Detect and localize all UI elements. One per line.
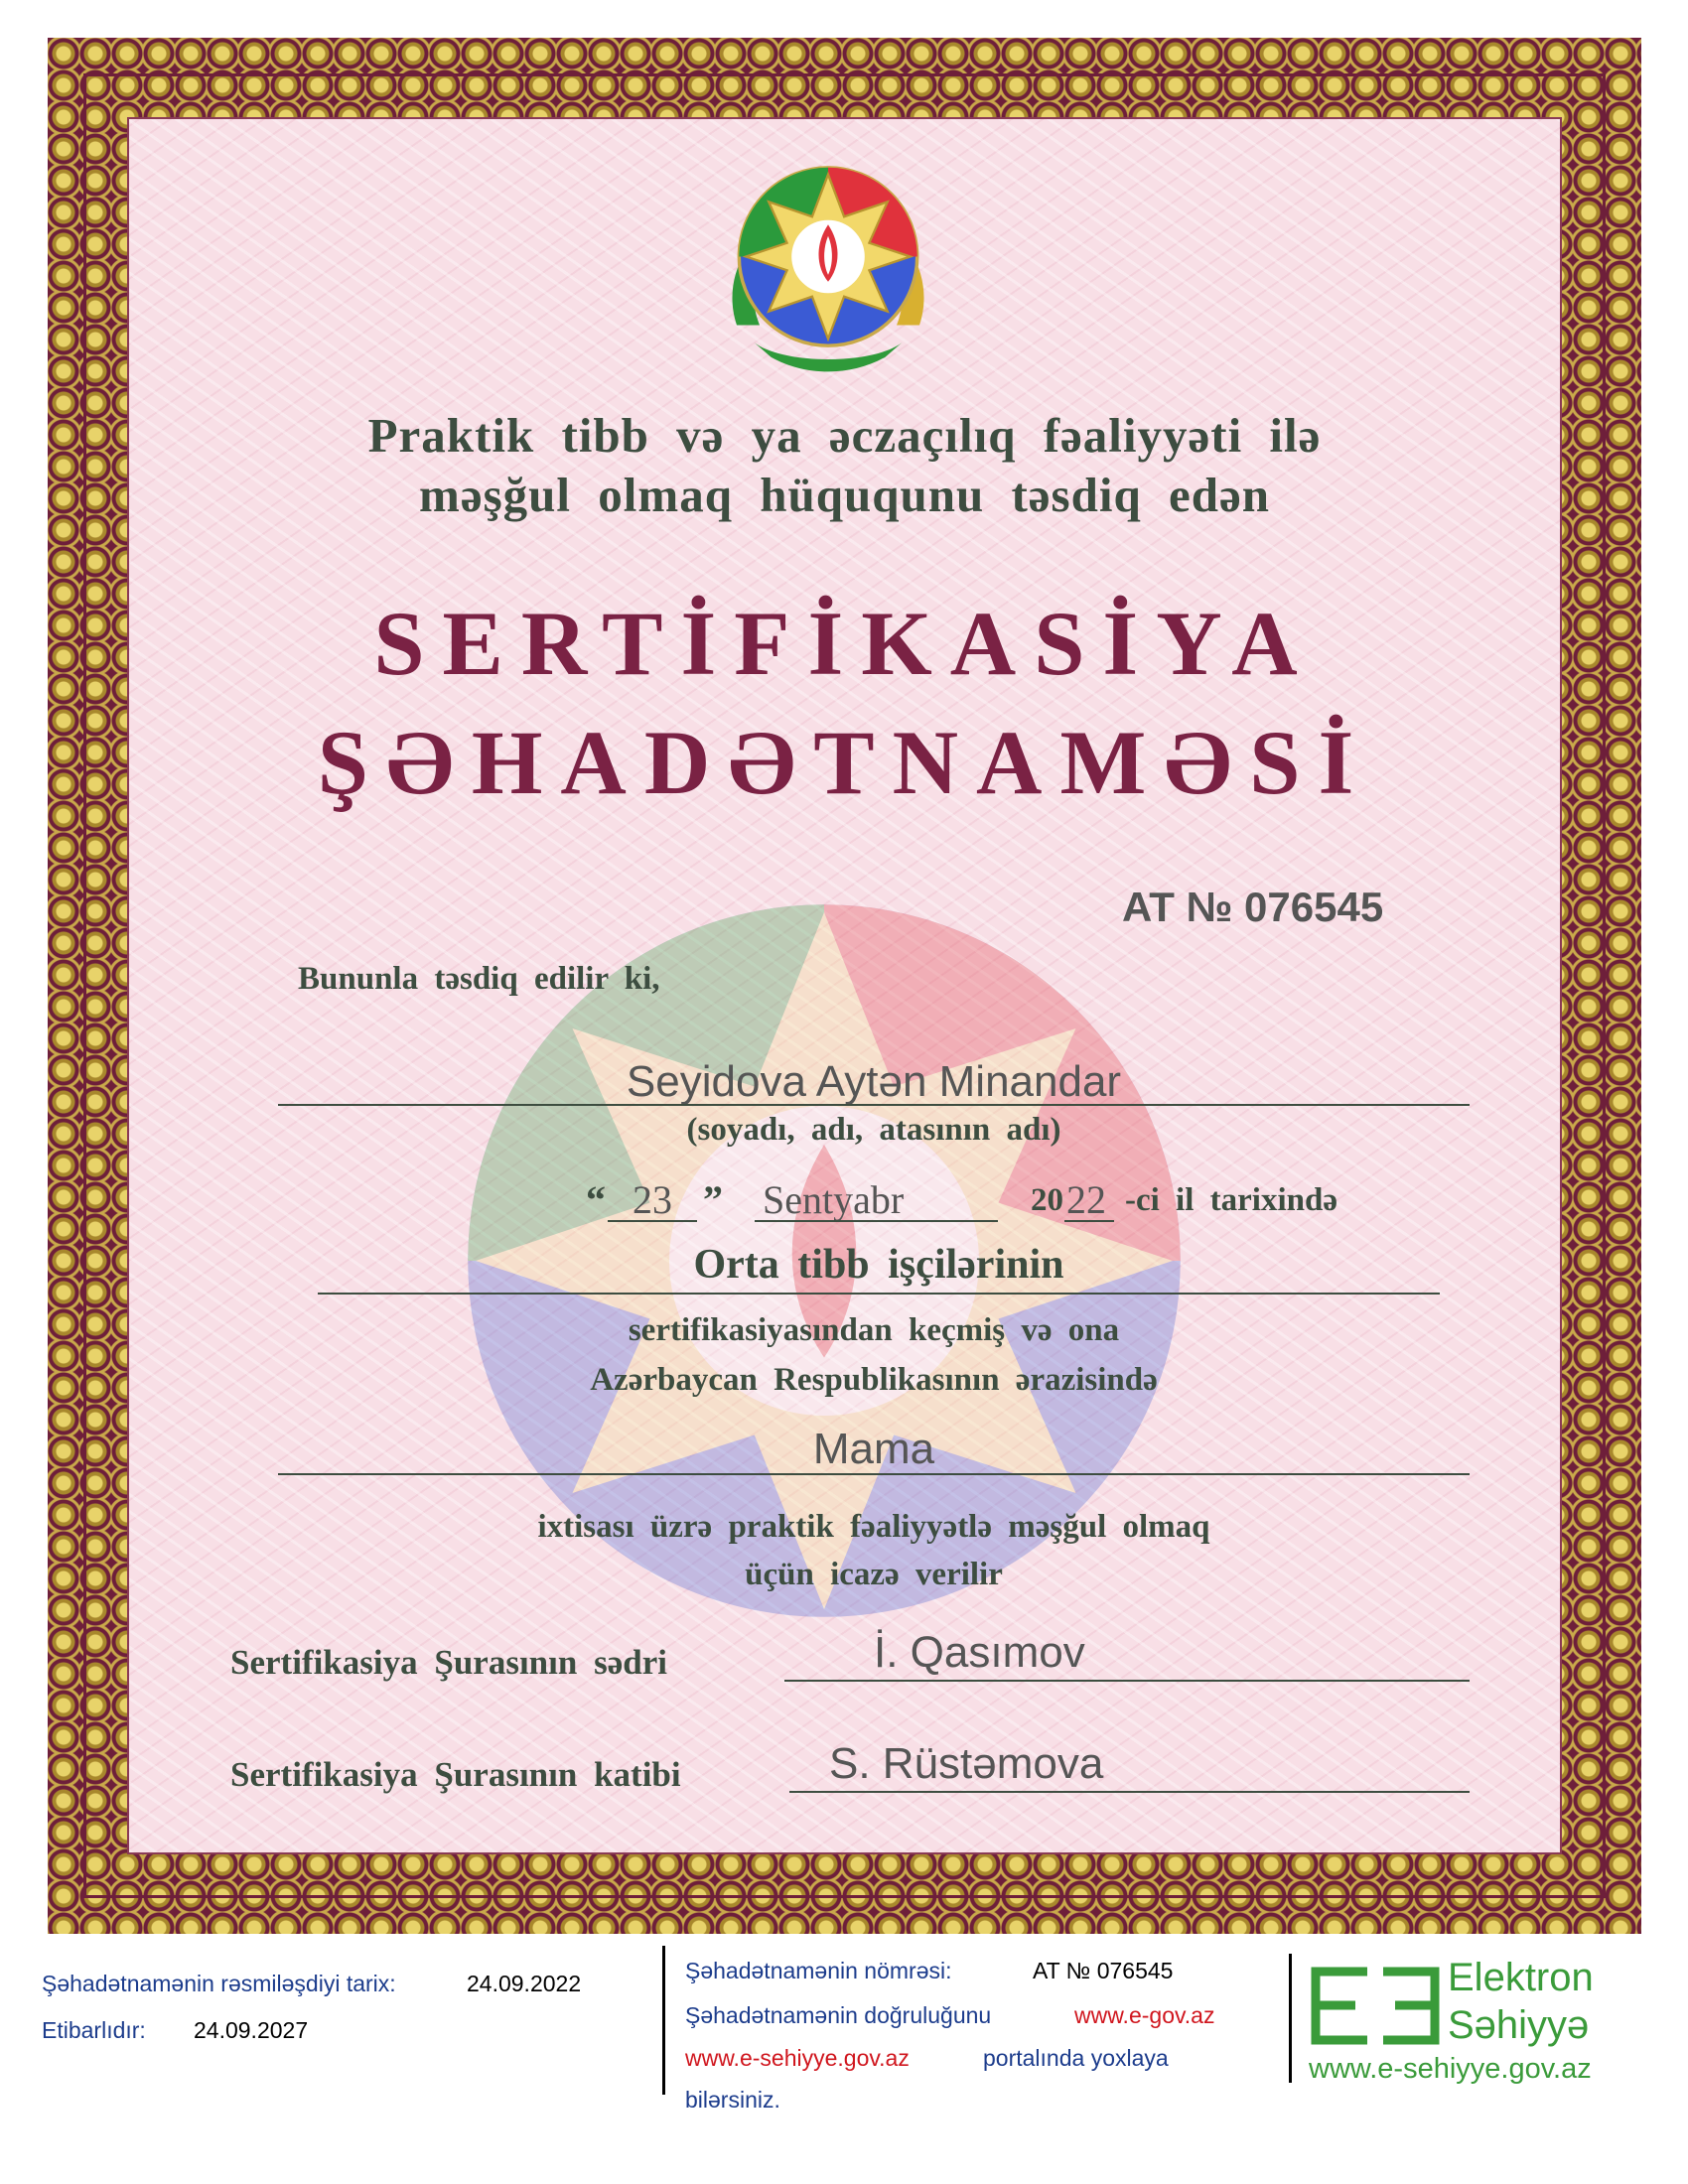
- valid-date: 24.09.2027: [194, 2017, 309, 2043]
- secretary-name: S. Rüstəmova: [829, 1739, 1104, 1788]
- date-year-prefix: 20: [1031, 1182, 1063, 1218]
- date-suffix: -ci il tarixində: [1125, 1182, 1337, 1218]
- subtitle-line-2: məşğul olmaq hüququnu təsdiq edən: [419, 468, 1270, 522]
- text-line-2: Azərbaycan Respublikasının ərazisində: [590, 1362, 1158, 1398]
- secretary-label: Sertifikasiya Şurasının katibi: [230, 1755, 681, 1794]
- title-line-1: SERTİFİKASİYA: [373, 593, 1316, 694]
- name-caption: (soyadı, adı, atasının adı): [686, 1112, 1061, 1148]
- month-underline: [755, 1220, 998, 1222]
- category: Orta tibb işçilərinin: [693, 1242, 1064, 1288]
- secretary-underline: [789, 1791, 1470, 1793]
- verify-link-esehiyye[interactable]: www.e-sehiyye.gov.az: [685, 2045, 910, 2071]
- number-label: Şəhadətnamənin nömrəsi:: [685, 1958, 952, 1983]
- year-underline: [1064, 1220, 1114, 1222]
- date-open-quote: “: [586, 1177, 606, 1222]
- coat-of-arms-icon: [713, 154, 943, 382]
- verify-text-2: portalında yoxlaya: [983, 2045, 1169, 2071]
- title-line-2: ŞƏHADƏTNAMƏSİ: [317, 712, 1372, 813]
- number-value: AT № 076545: [1033, 1958, 1174, 1983]
- chair-underline: [784, 1680, 1470, 1682]
- verify-link-egov[interactable]: www.e-gov.az: [1074, 2002, 1215, 2028]
- text-line-4: üçün icazə verilir: [745, 1557, 1003, 1592]
- full-name: Seyidova Aytən Minandar: [626, 1057, 1122, 1106]
- logo-word-elektron: Elektron: [1448, 1956, 1594, 1999]
- chair-name: İ. Qasımov: [874, 1628, 1085, 1677]
- verify-text-3: bilərsiniz.: [685, 2087, 780, 2113]
- date-day: 23: [633, 1177, 672, 1222]
- text-line-1: sertifikasiyasından keçmiş və ona: [628, 1312, 1120, 1348]
- date-year-suffix: 22: [1066, 1177, 1106, 1222]
- subtitle-line-1: Praktik tibb və ya əczaçılıq fəaliyyəti ilə: [367, 408, 1322, 463]
- issue-date-label: Şəhadətnamənin rəsmiləşdiyi tarix:: [42, 1971, 396, 1996]
- issue-date: 24.09.2022: [467, 1971, 582, 1996]
- logo-word-sehiyye: Səhiyyə: [1448, 2003, 1590, 2047]
- footer-divider-left: [662, 1946, 665, 2095]
- category-underline: [318, 1293, 1440, 1295]
- chair-label: Sertifikasiya Şurasının sədri: [230, 1643, 667, 1682]
- text-line-3: ixtisası üzrə praktik fəaliyyətlə məşğul olmaq: [537, 1509, 1210, 1545]
- specialty-underline: [278, 1473, 1470, 1475]
- specialty: Mama: [812, 1425, 935, 1473]
- verify-text-1: Şəhadətnamənin doğruluğunu: [685, 2002, 992, 2028]
- date-close-quote: ”: [703, 1177, 723, 1222]
- valid-label: Etibarlıdır:: [42, 2017, 146, 2043]
- serial-number: AT № 076545: [1122, 884, 1384, 930]
- name-underline: [278, 1104, 1470, 1106]
- footer-divider-right: [1289, 1954, 1292, 2083]
- logo-url[interactable]: www.e-sehiyye.gov.az: [1309, 2053, 1592, 2085]
- date-row: [586, 1176, 1400, 1236]
- day-underline: [608, 1220, 697, 1222]
- date-month: Sentyabr: [763, 1177, 905, 1222]
- intro-text: Bununla təsdiq edilir ki,: [298, 961, 660, 997]
- elektron-sehiyye-logo-icon: [1306, 1964, 1445, 2048]
